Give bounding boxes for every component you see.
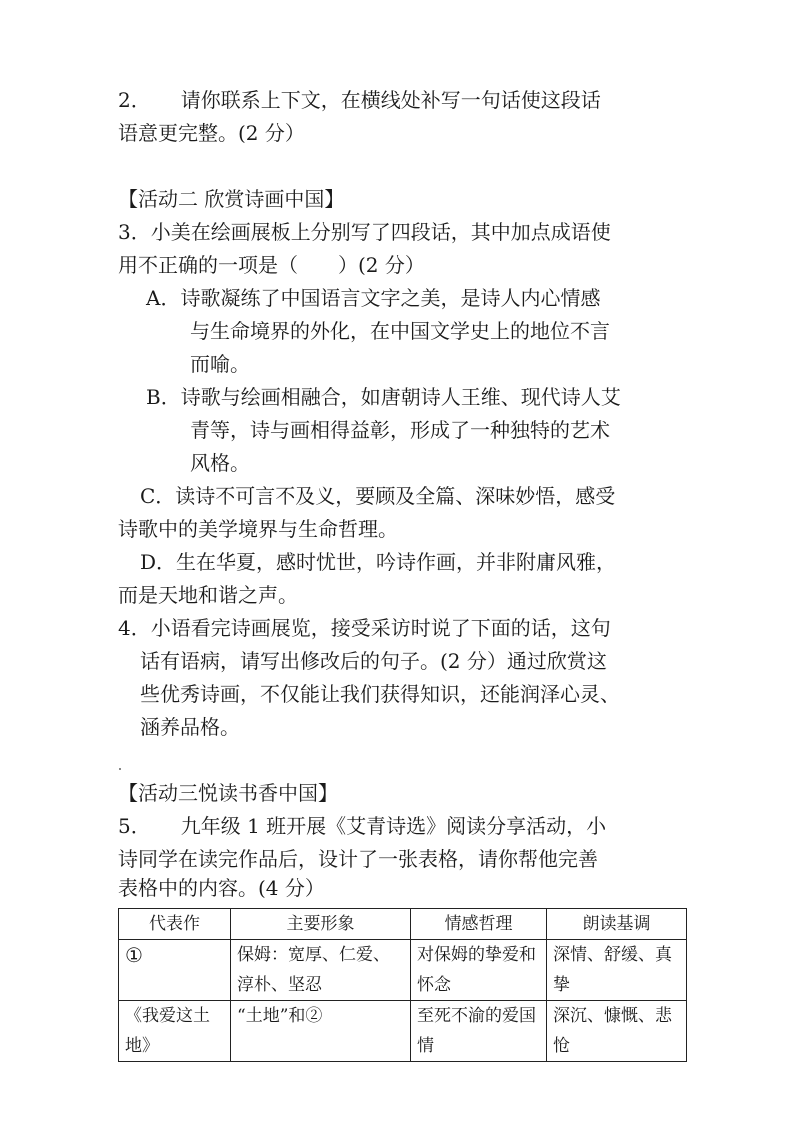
q2-line-2: 语意更完整。(2 分） — [118, 121, 305, 145]
activity-3-heading: 【活动三悦读书香中国】 — [118, 781, 338, 805]
q5-line-2: 诗同学在读完作品后，设计了一张表格，请你帮他完善 — [118, 847, 598, 871]
q3-option-a-line-1: A．诗歌凝练了中国语言文字之美，是诗人内心情感 — [146, 286, 601, 310]
table-header-cell: 朗读基调 — [547, 909, 687, 940]
q3-option-b-line-1: B．诗歌与绘画相融合，如唐朝诗人王维、现代诗人艾 — [146, 385, 621, 409]
q3-option-d-line-1: D．生在华夏，感时忧世，吟诗作画，并非附庸风雅， — [140, 550, 617, 574]
table-row — [119, 940, 687, 1001]
q4-line-3: 些优秀诗画，不仅能让我们获得知识，还能润泽心灵、 — [140, 682, 620, 706]
table-row — [119, 1001, 687, 1062]
q3-option-b-line-2: 青等，诗与画相得益彰，形成了一种独特的艺术 — [190, 418, 610, 442]
table-cell: 深情、舒缓、真挚 — [547, 940, 687, 1001]
q5-line-1: 5． 九年级 1 班开展《艾青诗选》阅读分享活动，小 — [118, 814, 607, 838]
q3-line-2: 用不正确的一项是（ ）(2 分） — [118, 253, 425, 277]
activity-2-heading: 【活动二 欣赏诗画中国】 — [118, 187, 345, 211]
table-cell: 《我爱这土地》 — [119, 1001, 231, 1062]
table-cell: “土地”和② — [231, 1001, 411, 1062]
q2-line-1: 2． 请你联系上下文，在横线处补写一句话使这段话 — [118, 88, 601, 112]
stray-mark — [119, 768, 121, 770]
table-cell: 保姆：宽厚、仁爱、淳朴、坚忍 — [231, 940, 411, 1001]
q3-option-c-line-2: 诗歌中的美学境界与生命哲理。 — [118, 517, 398, 541]
q3-line-1: 3．小美在绘画展板上分别写了四段话，其中加点成语使 — [118, 220, 611, 244]
table-header-row — [119, 909, 687, 940]
q3-option-a-line-3: 而喻。 — [190, 352, 250, 376]
q3-option-d-line-2: 而是天地和谐之声。 — [118, 583, 298, 607]
table-cell: 至死不渝的爱国情 — [411, 1001, 547, 1062]
table-header-cell: 情感哲理 — [411, 909, 547, 940]
reading-table — [118, 908, 687, 1062]
table-header-cell: 代表作 — [119, 909, 231, 940]
q4-line-4: 涵养品格。 — [140, 715, 240, 739]
q4-line-1: 4．小语看完诗画展览，接受采访时说了下面的话，这句 — [118, 616, 611, 640]
q3-option-c-line-1: C．读诗不可言不及义，要顾及全篇、深味妙悟，感受 — [140, 484, 616, 508]
q5-line-3: 表格中的内容。(4 分） — [118, 876, 325, 900]
table-cell: ① — [119, 940, 231, 1001]
q3-option-b-line-3: 风格。 — [190, 451, 250, 475]
q3-option-a-line-2: 与生命境界的外化，在中国文学史上的地位不言 — [190, 319, 610, 343]
table-header-cell: 主要形象 — [231, 909, 411, 940]
q4-line-2: 话有语病，请写出修改后的句子。(2 分）通过欣赏这 — [140, 649, 607, 673]
table-cell: 深沉、慷慨、悲怆 — [547, 1001, 687, 1062]
table-cell: 对保姆的挚爱和怀念 — [411, 940, 547, 1001]
